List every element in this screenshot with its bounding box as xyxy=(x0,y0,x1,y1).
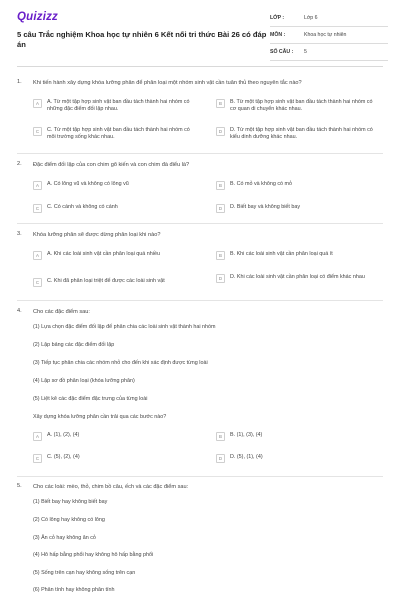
question-text: Cho các loài: mèo, thỏ, chim bồ câu, ếch và các đặc điểm sau: xyxy=(33,484,189,490)
option-a[interactable] xyxy=(33,251,197,260)
statement: (2) Lập bảng các đặc điểm đối lập xyxy=(33,342,115,348)
meta-key: MÔN : xyxy=(270,32,286,38)
question-number: 5. xyxy=(17,483,22,489)
option-letter: B xyxy=(216,99,225,108)
option-letter: C xyxy=(33,454,42,463)
option-b[interactable] xyxy=(216,181,380,190)
option-text: C. Từ một tập hợp sinh vật ban đầu tách thành hai nhóm có môi trường sống khác nhau. xyxy=(47,127,190,141)
option-letter: D xyxy=(216,274,225,283)
option-letter: D xyxy=(216,127,225,136)
statement: (5) Sống trên cạn hay không sống trên cạn xyxy=(33,570,136,576)
option-letter: B xyxy=(216,432,225,441)
meta-table xyxy=(270,10,388,61)
option-letter: B xyxy=(216,251,225,260)
option-text: B. (1), (3), (4) xyxy=(230,432,263,438)
question-divider xyxy=(17,476,383,477)
option-d[interactable] xyxy=(216,454,380,463)
option-text: C. (5), (2), (4) xyxy=(47,454,80,460)
option-letter: D xyxy=(216,454,225,463)
question-2 xyxy=(17,161,387,221)
option-c[interactable] xyxy=(33,127,197,142)
option-text: D. Biết bay và không biết bay xyxy=(230,204,301,210)
question-text: Khóa lưỡng phân sẽ được dừng phân loại khi nào? xyxy=(33,232,161,238)
question-3 xyxy=(17,231,387,297)
statement: (1) Lựa chọn đặc điểm đối lập để phân chia các loài sinh vật thành hai nhóm xyxy=(33,324,216,330)
quizizz-logo: Quizizz xyxy=(17,11,59,23)
worksheet-title: 5 câu Trắc nghiệm Khoa học tự nhiên 6 Kết nối tri thức Bài 26 có đáp án xyxy=(17,30,267,49)
option-letter: C xyxy=(33,278,42,287)
meta-value: Lớp 6 xyxy=(304,15,318,21)
option-letter: A xyxy=(33,99,42,108)
statement: (4) Lập sơ đồ phân loại (khóa lưỡng phân) xyxy=(33,378,135,384)
question-text: Đặc điểm đối lập của con chim gõ kiến và con chim đà điểu là? xyxy=(33,162,190,168)
worksheet-header xyxy=(0,0,400,62)
option-b[interactable] xyxy=(216,432,380,441)
option-text: A. (1), (2), (4) xyxy=(47,432,80,438)
question-text: Cho các đặc điểm sau: xyxy=(33,309,90,315)
meta-row-grade xyxy=(270,10,388,27)
option-text: D. Từ một tập hợp sinh vật ban đầu tách thành hai nhóm có kiểu dinh dưỡng khác nhau. xyxy=(230,127,373,141)
question-divider xyxy=(17,153,383,154)
option-b[interactable] xyxy=(216,251,380,260)
statement: (4) Hô hấp bằng phổi hay không hô hấp bằng phổi xyxy=(33,552,154,558)
question-divider xyxy=(17,223,383,224)
meta-key: LỚP : xyxy=(270,15,285,21)
question-divider xyxy=(17,300,383,301)
option-c[interactable] xyxy=(33,204,197,213)
option-text: C. Khi đã phân loại triệt để được các loài sinh vật xyxy=(47,278,165,284)
option-d[interactable] xyxy=(216,127,380,142)
option-text: B. Từ một tập hợp sinh vật ban đầu tách thành hai nhóm có cơ quan di chuyển khác nhau. xyxy=(230,99,373,113)
option-d[interactable] xyxy=(216,274,380,283)
meta-row-count xyxy=(270,44,388,61)
option-letter: C xyxy=(33,127,42,136)
option-text: A. Khi các loài sinh vật cần phân loại quá nhiều xyxy=(47,251,160,257)
option-letter: A xyxy=(33,432,42,441)
question-number: 1. xyxy=(17,79,22,85)
option-letter: B xyxy=(216,181,225,190)
option-a[interactable] xyxy=(33,99,197,114)
statement: (1) Biết bay hay không biết bay xyxy=(33,499,108,505)
question-text: Khi tiến hành xây dựng khóa lưỡng phân để phân loại một nhóm sinh vật cần tuân thủ theo nguyên tắc nào? xyxy=(33,80,302,86)
question-4 xyxy=(17,308,387,480)
option-text: C. Có cánh và không có cánh xyxy=(47,204,118,210)
meta-row-subject xyxy=(270,27,388,44)
option-c[interactable] xyxy=(33,454,197,463)
option-text: B. Khi các loài sinh vật cần phân loại quá ít xyxy=(230,251,333,257)
statement: (5) Liệt kê các đặc điểm đặc trưng của từng loài xyxy=(33,396,148,402)
question-prompt: Xây dựng khóa lưỡng phân cần trải qua các bước nào? xyxy=(33,414,167,420)
question-number: 2. xyxy=(17,161,22,167)
option-letter: C xyxy=(33,204,42,213)
option-letter: D xyxy=(216,204,225,213)
statement: (6) Phân tính hay không phân tính xyxy=(33,587,115,593)
header-divider xyxy=(17,66,383,67)
statement: (3) Ăn cỏ hay không ăn cỏ xyxy=(33,535,96,541)
question-5 xyxy=(17,483,387,599)
question-number: 3. xyxy=(17,231,22,237)
option-text: A. Từ một tập hợp sinh vật ban đầu tách thành hai nhóm có những đặc điểm đối lập nhau. xyxy=(47,99,190,113)
option-text: D. (5), (1), (4) xyxy=(230,454,263,460)
option-a[interactable] xyxy=(33,181,197,190)
question-1 xyxy=(17,79,387,153)
option-text: B. Có mỏ và không có mỏ xyxy=(230,181,293,187)
option-text: D. Khi các loài sinh vật cần phân loại có điểm khác nhau xyxy=(230,274,365,280)
option-d[interactable] xyxy=(216,204,380,213)
option-letter: A xyxy=(33,251,42,260)
meta-value: 5 xyxy=(304,49,307,55)
option-b[interactable] xyxy=(216,99,380,114)
option-text: A. Có lông vũ và không có lông vũ xyxy=(47,181,129,187)
question-number: 4. xyxy=(17,308,22,314)
meta-value: Khoa học tự nhiên xyxy=(304,32,347,38)
statement: (2) Có lông hay không có lông xyxy=(33,517,105,523)
meta-key: SỐ CÂU : xyxy=(270,49,294,55)
option-c[interactable] xyxy=(33,278,197,287)
option-letter: A xyxy=(33,181,42,190)
option-a[interactable] xyxy=(33,432,197,441)
statement: (3) Tiếp tục phân chia các nhóm nhỏ cho đến khi xác định được từng loài xyxy=(33,360,208,366)
